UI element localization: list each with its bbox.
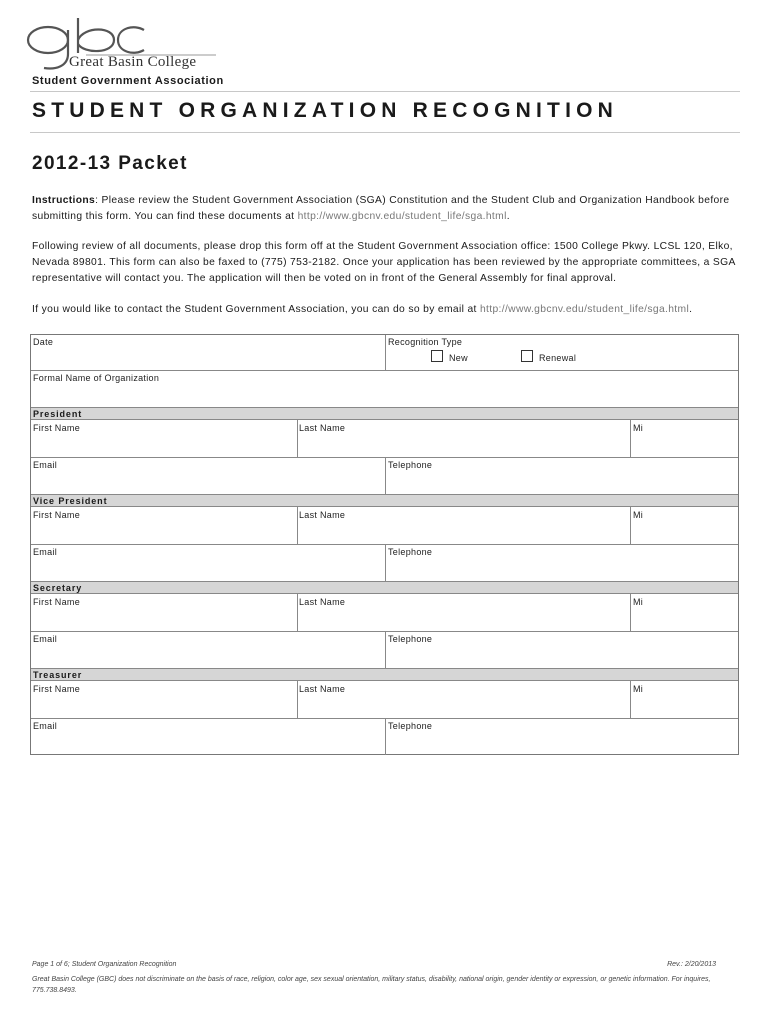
sga-link[interactable]: http://www.gbcnv.edu/student_life/sga.html (297, 211, 507, 222)
mi-label: Mi (633, 684, 644, 694)
instructions-label: Instructions (32, 195, 96, 206)
email-label: Email (33, 634, 58, 644)
last-name-label: Last Name (299, 684, 346, 694)
telephone-label: Telephone (388, 460, 433, 470)
page-title: STUDENT ORGANIZATION RECOGNITION (32, 99, 618, 122)
contact-paragraph (32, 302, 742, 318)
sga-contact-link[interactable]: http://www.gbcnv.edu/student_life/sga.html (479, 304, 690, 315)
new-checkbox[interactable] (431, 350, 443, 362)
date-field[interactable] (31, 335, 385, 370)
org-name-field[interactable] (31, 371, 738, 407)
instructions-text: : Please review the Student Government Association (SGA) Constitution and the Student Club and Organization Handbook before submitting this form. You can find these documents at (32, 195, 730, 222)
instructions-text-end: . (506, 211, 510, 222)
renewal-checkbox[interactable] (521, 350, 533, 362)
email-label: Email (33, 547, 58, 557)
divider (385, 544, 386, 581)
org-name-label: Formal Name of Organization (33, 373, 160, 383)
divider (297, 594, 298, 631)
divider (385, 718, 386, 755)
contact-text-end: . (689, 304, 693, 315)
divider (30, 91, 740, 92)
last-name-label: Last Name (299, 423, 346, 433)
divider (30, 132, 740, 133)
last-name-label: Last Name (299, 510, 346, 520)
section-header-vice-president (31, 494, 738, 507)
mi-label: Mi (633, 597, 644, 607)
mi-label: Mi (633, 423, 644, 433)
packet-heading: 2012-13 Packet (32, 153, 188, 174)
divider (297, 420, 298, 457)
divider (297, 681, 298, 718)
contact-text: If you would like to contact the Student Government Association, you can do so by email at (32, 304, 480, 315)
section-title: Secretary (33, 583, 83, 593)
divider (630, 420, 631, 457)
section-header-secretary (31, 581, 738, 594)
mi-label: Mi (633, 510, 644, 520)
divider (630, 681, 631, 718)
telephone-label: Telephone (388, 721, 433, 731)
page-footer: Page 1 of 6; Student Organization Recognition (32, 961, 177, 968)
date-label: Date (33, 337, 54, 347)
renewal-label: Renewal (539, 353, 577, 363)
first-name-label: First Name (33, 423, 81, 433)
section-title: Vice President (33, 496, 108, 506)
revision-date: Rev.: 2/20/2013 (667, 961, 716, 968)
first-name-label: First Name (33, 684, 81, 694)
divider (297, 507, 298, 544)
disclaimer: Great Basin College (GBC) does not discriminate on the basis of race, religion, color age, sex sexual orientation, military status, disability, national origin, gender identity or expression, or genetic information. For inquires, 775.738.8493. (32, 976, 711, 994)
section-header-president (31, 407, 738, 420)
recognition-form (30, 334, 739, 755)
divider (385, 457, 386, 494)
section-title: Treasurer (33, 670, 83, 680)
dropoff-paragraph: Following review of all documents, please drop this form off at the Student Government Association office: 1500 College Pkwy. LCSL 120, Elko, Nevada 89801. This form can also be faxed to (775) 753-2182. Once your application has been reviewed by the appropriate committees, a SGA representative will contact you. The application will then be voted on in front of the General Assembly for final approval. (32, 241, 736, 284)
last-name-label: Last Name (299, 597, 346, 607)
divider (630, 507, 631, 544)
first-name-label: First Name (33, 597, 81, 607)
first-name-label: First Name (33, 510, 81, 520)
email-label: Email (33, 460, 58, 470)
college-name: Great Basin College (69, 54, 197, 70)
instructions-paragraph (32, 193, 742, 225)
recognition-type-label: Recognition Type (388, 337, 463, 347)
new-label: New (449, 353, 468, 363)
divider (385, 631, 386, 668)
divider (630, 594, 631, 631)
section-header-treasurer (31, 668, 738, 681)
email-label: Email (33, 721, 58, 731)
section-title: President (33, 409, 83, 419)
divider (385, 335, 386, 370)
telephone-label: Telephone (388, 547, 433, 557)
association-name: Student Government Association (32, 75, 224, 87)
telephone-label: Telephone (388, 634, 433, 644)
